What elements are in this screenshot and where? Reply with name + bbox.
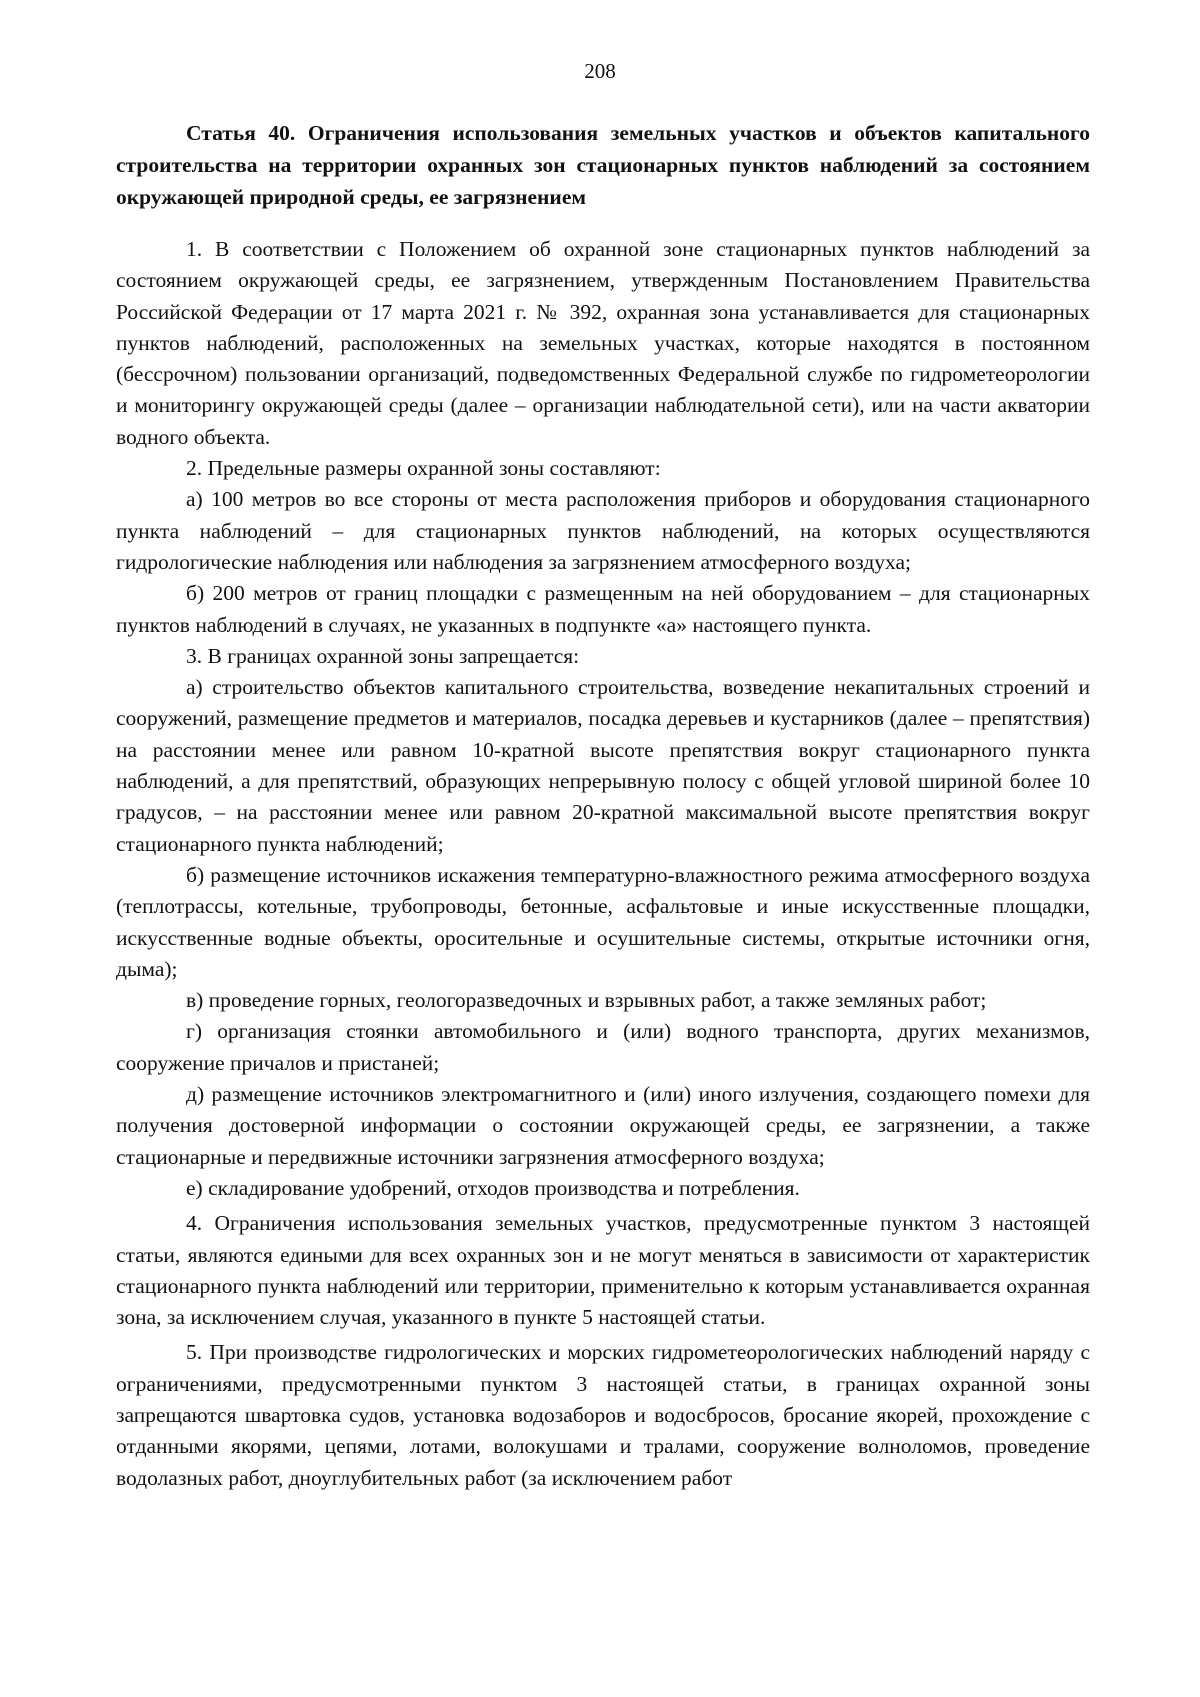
paragraph-3-d: д) размещение источников электромагнитного и (или) иного излучения, создающего помехи для получения достоверной информации о состоянии окружающей среды, ее загрязнении, а также стационарные и передвижные источники загрязнения атмосферного воздуха;: [116, 1082, 1090, 1169]
paragraph-3-b: б) размещение источников искажения температурно-влажностного режима атмосферного воздуха (теплотрассы, котельные, трубопроводы, бетонные, асфальтовые и иные искусственные площадки, искусственные водные объекты, оросительные и осушительные системы, открытые источники огня, дыма);: [116, 862, 1090, 981]
paragraph-4: 4. Ограничения использования земельных участков, предусмотренные пунктом 3 настоящей статьи, являются едиными для всех охранных зон и не могут меняться в зависимости от характеристик стационарного пункта наблюдений или территории, применительно к которым устанавливается охранная зона, за исключением случая, указанного в пункте 5 настоящей статьи.: [116, 1211, 1090, 1330]
page-number: 208: [584, 59, 616, 83]
article-title: Статья 40. Ограничения использования земельных участков и объектов капитального строительства на территории охранных зон стационарных пунктов наблюдений за состоянием окружающей природной среды, ее загрязнением: [116, 121, 1090, 209]
paragraph-2-b: б) 200 метров от границ площадки с размещенным на ней оборудованием – для стационарных пунктов наблюдений в случаях, не указанных в подпункте «а» настоящего пункта.: [116, 581, 1090, 637]
paragraph-3-g: г) организация стоянки автомобильного и (или) водного транспорта, других механизмов, сооружение причалов и пристаней;: [116, 1019, 1090, 1075]
paragraph-3: 3. В границах охранной зоны запрещается:: [186, 643, 580, 668]
paragraph-1: 1. В соответствии с Положением об охранной зоне стационарных пунктов наблюдений за состоянием окружающей среды, ее загрязнением, утвержденным Постановлением Правительства Российской Федерации от 17 марта 2021 г. № 392, охранная зона устанавливается для стационарных пунктов наблюдений, расположенных на земельных участках, которые находятся в постоянном (бессрочном) пользовании организаций, подведомственных Федеральной службе по гидрометеорологии и мониторингу окружающей среды (далее – организации наблюдательной сети), или на части акватории водного объекта.: [116, 237, 1090, 449]
paragraph-3-v: в) проведение горных, геологоразведочных и взрывных работ, а также земляных работ;: [186, 988, 987, 1013]
paragraph-2: 2. Предельные размеры охранной зоны составляют:: [186, 456, 661, 481]
paragraph-3-e: е) складирование удобрений, отходов производства и потребления.: [186, 1175, 800, 1200]
paragraph-3-a: а) строительство объектов капитального строительства, возведение некапитальных строений и сооружений, размещение предметов и материалов, посадка деревьев и кустарников (далее – препятствия) на расстоянии менее или равном 10-кратной высоте препятствия вокруг стационарного пункта наблюдений, а для препятствий, образующих непрерывную полосу с общей угловой шириной более 10 градусов, – на расстоянии менее или равном 20-кратной максимальной высоте препятствия вокруг стационарного пункта наблюдений;: [116, 675, 1090, 856]
paragraph-2-a: а) 100 метров во все стороны от места расположения приборов и оборудования стационарного пункта наблюдений – для стационарных пунктов наблюдений, на которых осуществляются гидрологические наблюдения или наблюдения за загрязнением атмосферного воздуха;: [116, 487, 1090, 574]
article-body: [116, 234, 1090, 1494]
paragraph-5: 5. При производстве гидрологических и морских гидрометеорологических наблюдений наряду с ограничениями, предусмотренными пунктом 3 настоящей статьи, в границах охранной зоны запрещаются швартовка судов, установка водозаборов и водосбросов, бросание якорей, прохождение с отданными якорями, цепями, лотами, волокушами и тралами, сооружение волноломов, проведение водолазных работ, дноуглубительных работ (за исключением работ: [116, 1340, 1090, 1490]
